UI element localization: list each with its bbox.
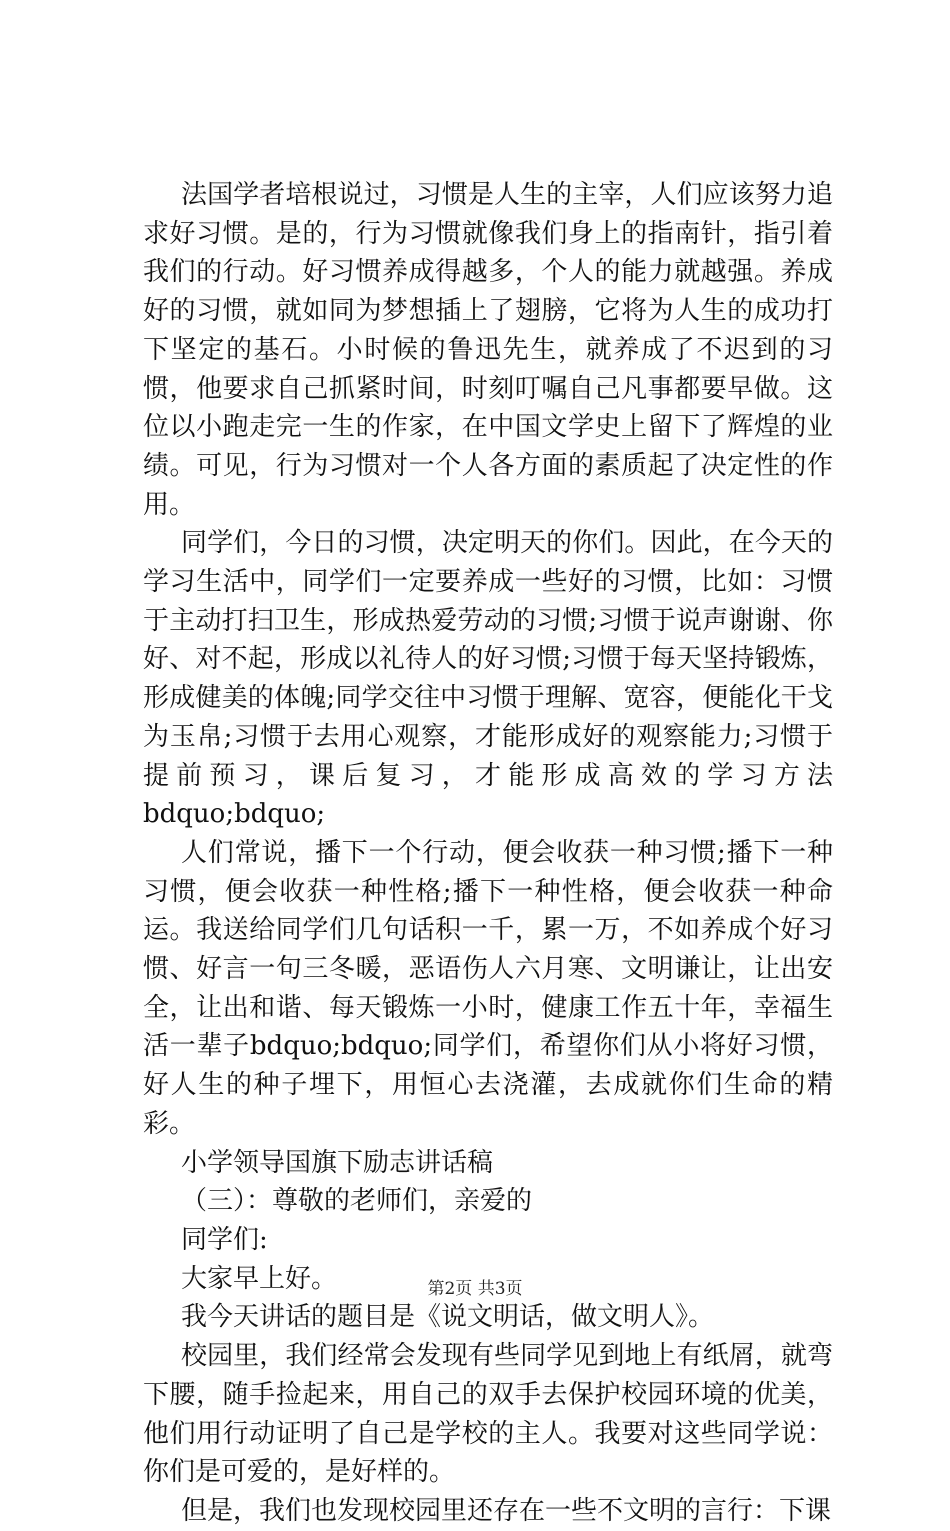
paragraph-campus: 校园里，我们经常会发现有些同学见到地上有纸屑，就弯下腰，随手捡起来，用自己的双手去保护校园环境的优美，他们用行动证明了自己是学校的主人。我要对这些同学说：你们是可爱的，是好样的。 — [143, 1341, 833, 1488]
page-number-footer: 第2页 共3页 — [427, 1279, 523, 1299]
paragraph-2: 同学们，今日的习惯，决定明天的你们。因此，在今天的学习生活中，同学们一定要养成一些好的习惯，比如：习惯于主动打扫卫生，形成热爱劳动的习惯;习惯于说声谢谢、你好、对不起，形成以礼待人的好习惯;习惯于每天坚持锻炼，形成健美的体魄;同学交往中习惯于理解、宽容，便能化干戈为玉帛;习惯于去用心观察，才能形成好的观察能力;习惯于提前预习，课后复习，才能形成高效的学习方法bdquo;bdquo; — [143, 528, 833, 830]
document-body — [143, 176, 833, 1531]
section-subheading: （三）：尊敬的老师们，亲爱的 — [181, 1186, 533, 1217]
section-heading: 小学领导国旗下励志讲话稿 — [181, 1147, 494, 1178]
salutation: 同学们: — [181, 1224, 268, 1255]
speech-topic: 我今天讲话的题目是《说文明话，做文明人》。 — [181, 1302, 715, 1333]
greeting: 大家早上好。 — [181, 1263, 338, 1294]
paragraph-3: 人们常说，播下一个行动，便会收获一种习惯;播下一种习惯，便会收获一种性格;播下一种性格，便会收获一种命运。我送给同学们几句话积一千，累一万，不如养成个好习惯、好言一句三冬暖，恶语伤人六月寒、文明谦让，让出安全，让出和谐、每天锻炼一小时，健康工作五十年，幸福生活一辈子bdquo;bdquo;同学们，希望你们从小将好习惯，好人生的种子埋下，用恒心去浇灌，去成就你们生命的精彩。 — [143, 837, 833, 1139]
paragraph-1: 法国学者培根说过，习惯是人生的主宰，人们应该努力追求好习惯。是的，行为习惯就像我们身上的指南针，指引着我们的行动。好习惯养成得越多，个人的能力就越强。养成好的习惯，就如同为梦想插上了翅膀，它将为人生的成功打下坚定的基石。小时候的鲁迅先生，就养成了不迟到的习惯，他要求自己抓紧时间，时刻叮嘱自己凡事都要早做。这位以小跑走完一生的作家，在中国文学史上留下了辉煌的业绩。可见，行为习惯对一个人各方面的素质起了决定性的作用。 — [143, 180, 833, 520]
paragraph-last: 但是，我们也发现校园里还存在一些不文明的言行：下课 — [181, 1495, 832, 1526]
